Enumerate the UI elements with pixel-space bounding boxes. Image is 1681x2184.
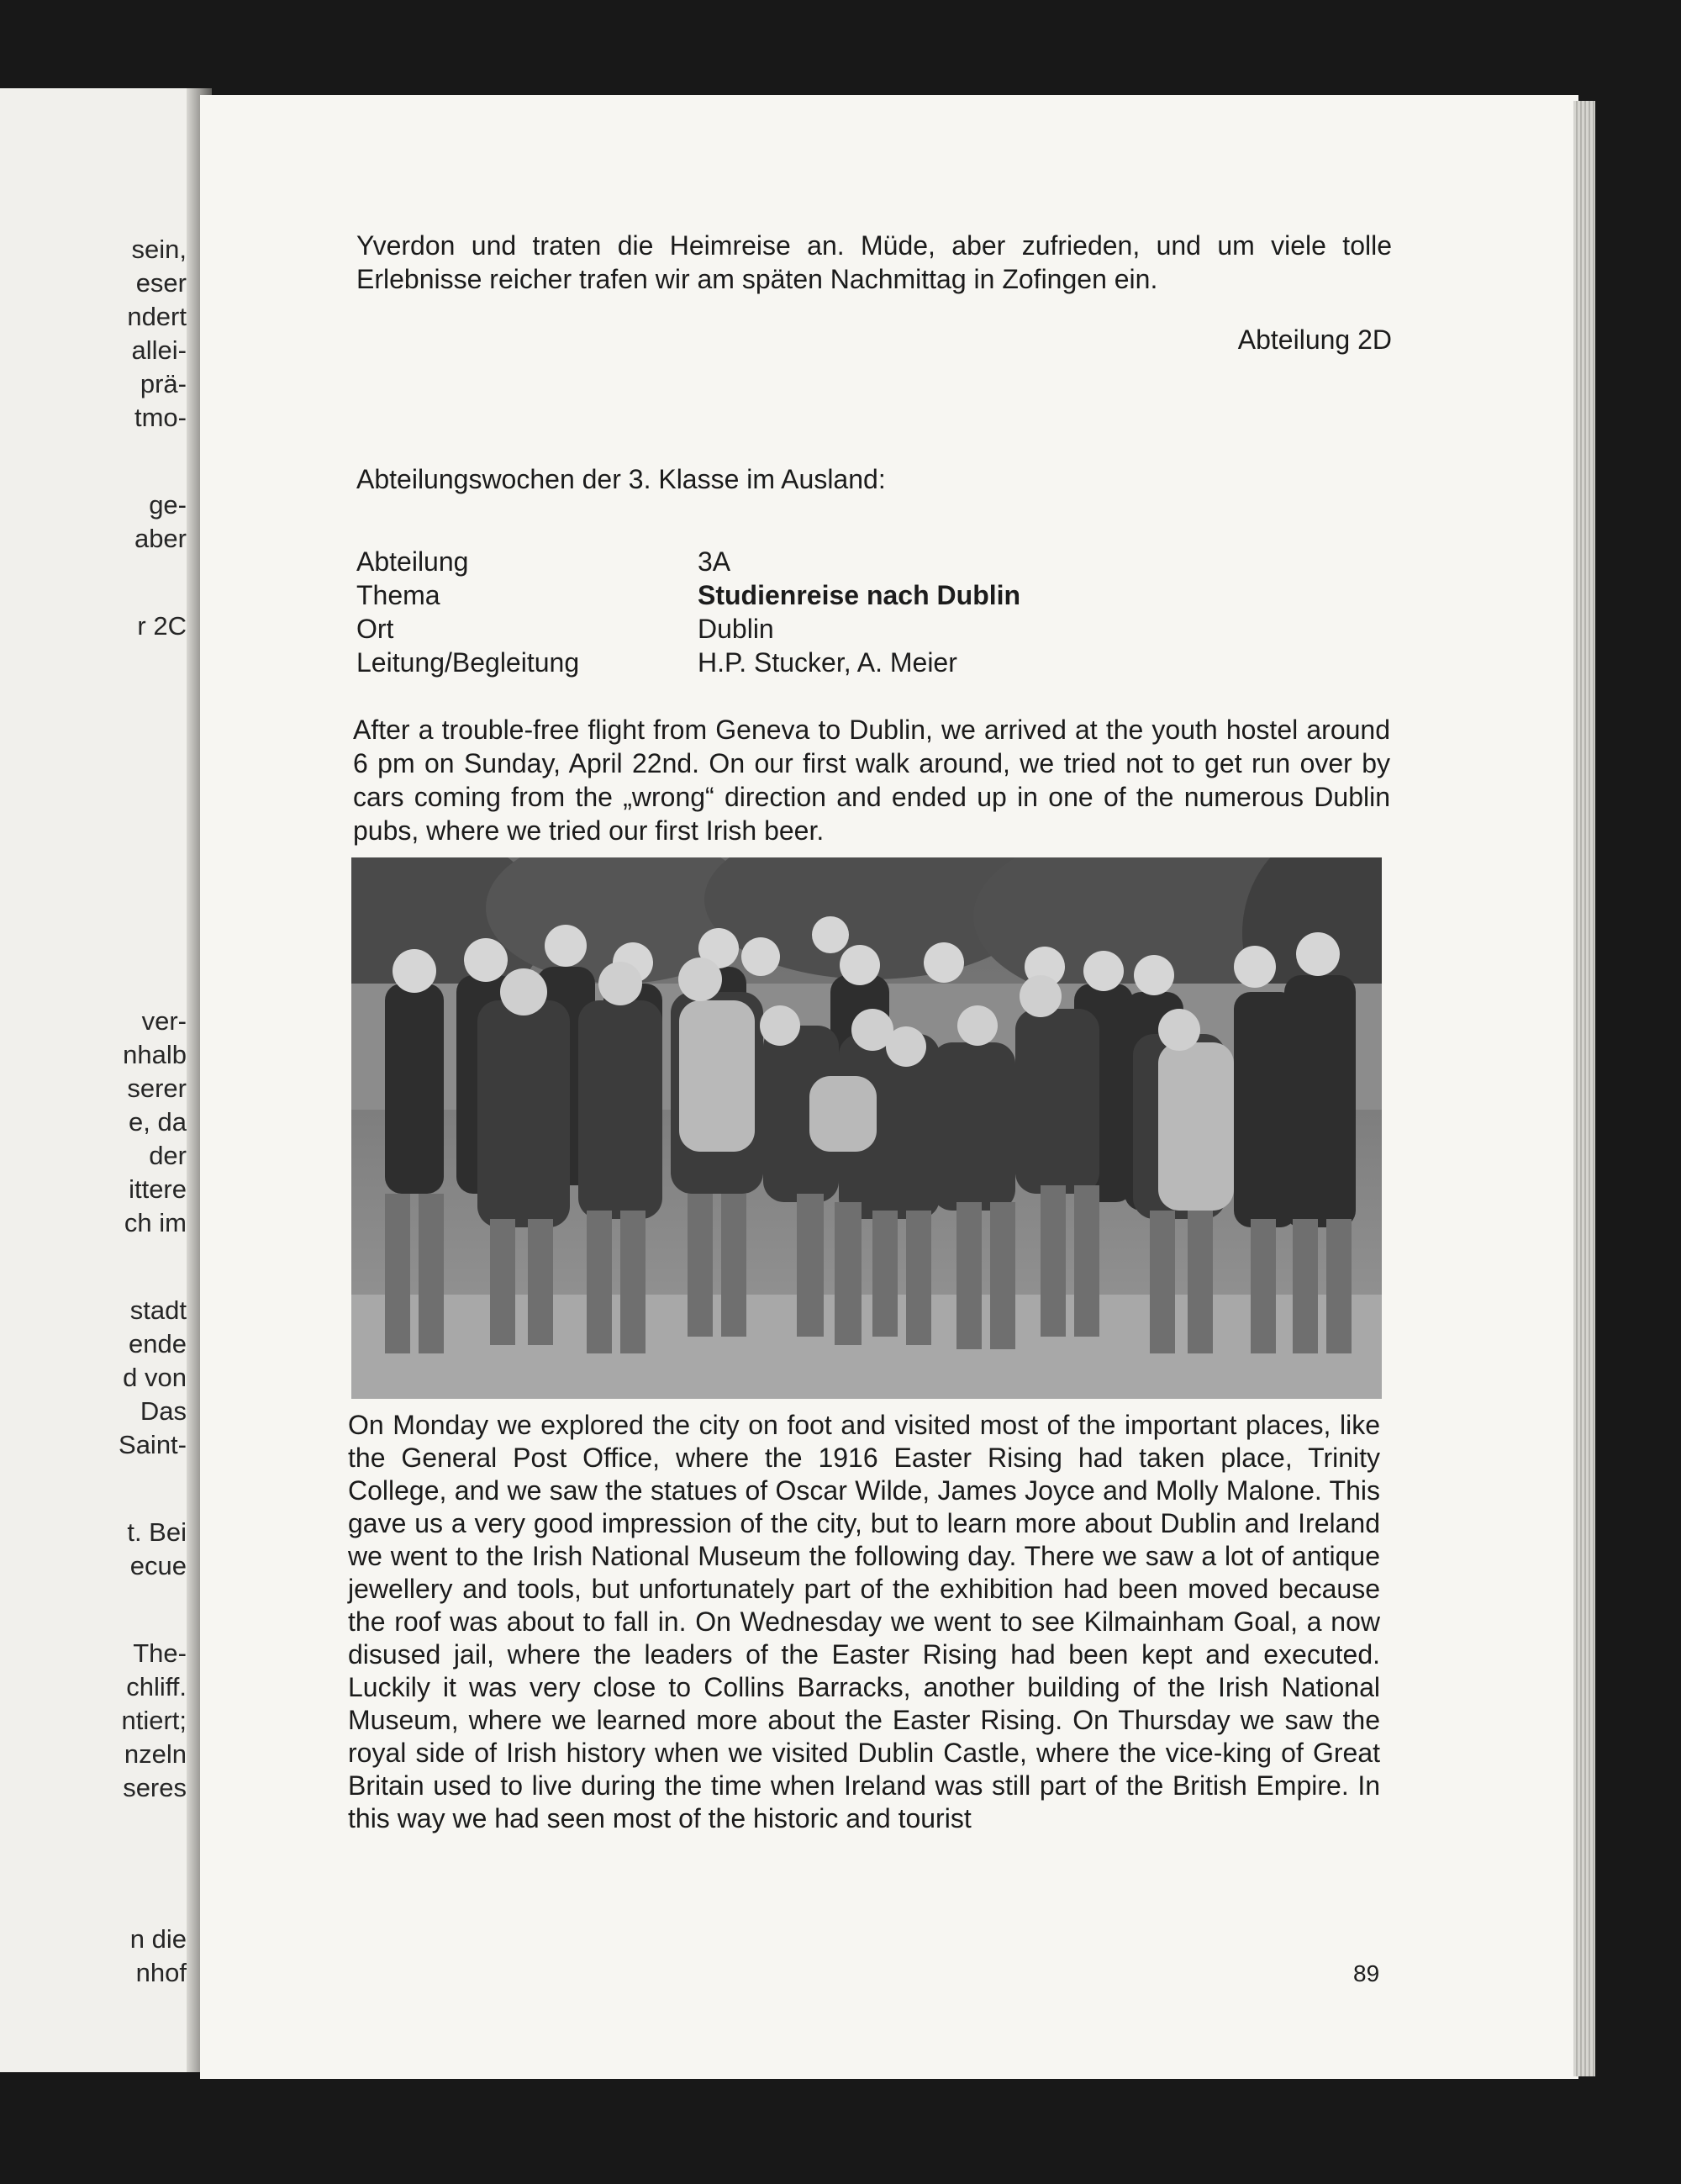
info-label: Abteilung (356, 546, 469, 577)
left-text-fragment: ch im (124, 1208, 187, 1237)
group-photo (351, 857, 1382, 1399)
left-text-fragment: e, da (129, 1107, 187, 1137)
left-text-fragment: seres (123, 1773, 187, 1802)
left-text-fragment: chliff. (126, 1672, 187, 1701)
left-text-fragment: Saint- (119, 1430, 187, 1459)
left-text-fragment: nhalb (123, 1040, 187, 1069)
left-text-fragment: The- (133, 1638, 187, 1668)
page-edges (1573, 101, 1595, 2076)
left-text-fragment: sein, (131, 235, 187, 264)
left-text-fragment: serer (127, 1074, 187, 1103)
left-text-fragment: aber (134, 524, 187, 553)
left-text-fragment: t. Bei (127, 1517, 187, 1547)
left-text-fragment: ntiert; (121, 1706, 187, 1735)
left-text-fragment: ittere (129, 1174, 187, 1204)
left-text-fragment: nzeln (124, 1739, 187, 1769)
body-paragraph: On Monday we explored the city on foot and visited most of the important places, like the General Post Office, where the 1916 Easter Rising had taken place, Trinity College, and we saw the statues of Oscar Wilde, James Joyce and Molly Malone. This gave us a very good impression of the city, but to learn more about Dublin and Ireland we went to the Irish National Museum the following day. There we saw a lot of antique jewellery and tools, but unfortunately part of the exhibition had been moved because the roof was about to fall in. On Wednesday we went to see Kilmainham Goal, a now disused jail, where the leaders of the Easter Rising had been kept and executed. Luckily it was very close to Collins Barracks, another building of the Irish National Museum, where we learned more about the Easter Rising. On Thursday we saw the royal side of Irish history when we visited Dublin Castle, where the vice-king of Great Britain used to live during the time when Ireland was still part of the British Empire. In this way we had seen most of the historic and tourist (348, 1410, 1380, 1833)
class-signature: Abteilung 2D (1237, 324, 1392, 355)
info-label: Ort (356, 614, 394, 644)
info-label: Thema (356, 580, 440, 610)
left-text-fragment: ver- (141, 1006, 187, 1036)
left-text-fragment: eser (135, 268, 187, 298)
left-text-fragment: tmo- (134, 403, 187, 432)
previous-page (0, 88, 192, 2072)
left-text-fragment: prä- (140, 369, 187, 398)
left-text-fragment: stadt (129, 1295, 187, 1325)
info-value-theme: Studienreise nach Dublin (698, 580, 1021, 610)
page-number: 89 (1353, 1960, 1380, 1986)
left-text-fragment: der (149, 1141, 187, 1170)
intro-paragraph: Yverdon und traten die Heimreise an. Müde, aber zufrieden, und um viele tolle Erlebnisse reicher trafen wir am späten Nachmittag in Zofingen ein. (356, 230, 1392, 294)
left-text-fragment: Das (140, 1396, 187, 1426)
left-text-fragment: allei- (131, 335, 187, 365)
info-value: H.P. Stucker, A. Meier (698, 647, 957, 678)
section-heading: Abteilungswochen der 3. Klasse im Ausland: (356, 464, 886, 494)
left-text-fragment: nhof (135, 1958, 187, 1987)
left-text-fragment: d von (123, 1363, 187, 1392)
left-text-fragment: ge- (149, 490, 187, 520)
left-text-fragment: r 2C (137, 611, 187, 641)
left-text-fragment: ndert (127, 302, 187, 331)
info-value: Dublin (698, 614, 774, 644)
info-label: Leitung/Begleitung (356, 647, 580, 678)
left-text-fragment: ecue (129, 1551, 187, 1580)
left-text-fragment: n die (129, 1924, 187, 1954)
info-value: 3A (698, 546, 731, 577)
body-paragraph: After a trouble-free flight from Geneva to Dublin, we arrived at the youth hostel around 6 pm on Sunday, April 22nd. On our first walk around, we tried not to get run over by cars coming from the „wrong“ direction and ended up in one of the numerous Dublin pubs, where we tried our first Irish beer. (353, 715, 1390, 846)
left-text-fragment: ende (129, 1329, 187, 1358)
